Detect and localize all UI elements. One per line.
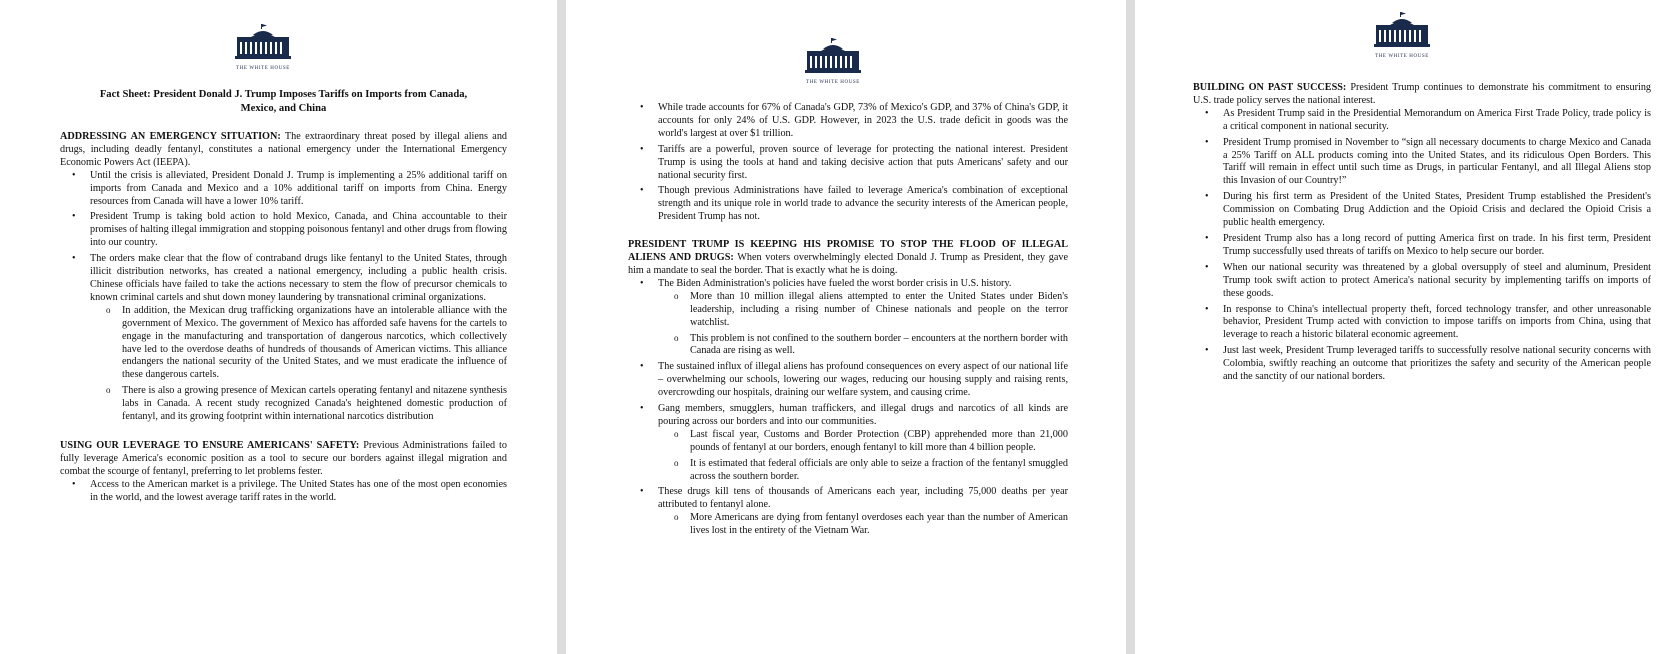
list-item: • The Biden Administration's policies have fueled the worst border crisis in U.S. history.	[628, 278, 1068, 291]
bullet-list	[628, 486, 1068, 512]
section-addressing-emergency	[60, 131, 507, 170]
section-heading: USING OUR LEVERAGE TO ENSURE AMERICANS' SAFETY:	[60, 439, 360, 451]
section-text: The extraordinary threat posed by illegal aliens and drugs, including deadly fentanyl, constitutes a national emergency under the International Emergency Economic Powers Act (IEEPA).	[60, 131, 508, 168]
sub-list-item: o It is estimated that federal officials are only able to seize a fraction of the fentanyl smuggled across the southern border.	[658, 458, 1068, 484]
sub-list-item: o More than 10 million illegal aliens attempted to enter the United States under Biden's leadership, including a rising number of Chinese nationals and people on the terror watchlist.	[658, 291, 1068, 330]
list-item-text: The orders make clear that the flow of contraband drugs like fentanyl to the United States, through illicit distribution networks, has created a national emergency, including a public health crisis. Chinese officials have failed to take the actions necessary to stem the flow of precursor chemicals to known criminal cartels and shut down money laundering by transnational criminal organizations.	[90, 253, 507, 303]
page-gap	[1126, 0, 1135, 654]
list-item	[60, 253, 507, 305]
bullet-list	[628, 278, 1068, 291]
white-house-logo	[804, 36, 862, 90]
list-item: • In response to China's intellectual property theft, forced technology transfer, and other unreasonable behavior, President Trump acted with conviction to impose tariffs on imports from China, using that leverage to reach a historic bilateral economic agreement.	[1193, 304, 1651, 343]
section-heading: ADDRESSING AN EMERGENCY SITUATION:	[60, 131, 281, 142]
bullet-list	[628, 361, 1068, 429]
section-building-success	[1193, 82, 1651, 108]
logo-caption: THE WHITE HOUSE	[806, 80, 860, 85]
sub-bullet-list	[628, 512, 1068, 538]
white-house-logo	[1373, 10, 1431, 64]
bullet-list	[628, 102, 1068, 224]
list-item: • Though previous Administrations have failed to leverage America's combination of exceptional strength and its unique role in world trade to advance the security interests of the American people, President Trump has not.	[628, 185, 1068, 224]
white-house-icon	[1373, 10, 1431, 50]
document-page-2	[566, 0, 1126, 654]
list-item: • While trade accounts for 67% of Canada's GDP, 73% of Mexico's GDP, and 37% of China's GDP, it accounts for only 24% of U.S. GDP. However, in 2023 the U.S. trade deficit in goods was the world's largest at over $1 trillion.	[628, 102, 1068, 141]
list-item: • These drugs kill tens of thousands of Americans each year, including 75,000 deaths per year attributed to fentanyl alone.	[628, 486, 1068, 512]
list-item: • President Trump is taking bold action to hold Mexico, Canada, and China accountable to their promises of halting illegal immigration and stopping poisonous fentanyl and other drugs from flowing into our country.	[60, 211, 507, 250]
list-item: • President Trump also has a long record of putting America first on trade. In his first term, President Trump successfully used threats of tariffs on Mexico to help secure our border.	[1193, 233, 1651, 259]
white-house-icon	[804, 36, 862, 76]
sub-list-item: o More Americans are dying from fentanyl overdoses each year than the number of American lives lost in the entirety of the Vietnam War.	[658, 512, 1068, 538]
list-item: • Tariffs are a powerful, proven source of leverage for protecting the national interest. President Trump is using the tools at hand and taking decisive action that puts Americans' safety and our national security first.	[628, 144, 1068, 183]
document-page-3	[1135, 0, 1673, 654]
list-item: • Access to the American market is a privilege. The United States has one of the most open economies in the world, and the lowest average tariff rates in the world.	[60, 479, 507, 505]
sub-bullet-list	[628, 291, 1068, 359]
bullet-list	[1193, 108, 1651, 384]
bullet-list	[60, 170, 507, 305]
section-heading: PRESIDENT TRUMP IS KEEPING HIS PROMISE TO STOP THE FLOOD OF ILLEGAL ALIENS AND DRUGS:	[628, 239, 1068, 264]
white-house-logo	[234, 22, 292, 76]
logo-caption: THE WHITE HOUSE	[1375, 54, 1429, 59]
document-page-1	[0, 0, 557, 654]
bullet-list	[60, 479, 507, 505]
list-item: • President Trump promised in November to “sign all necessary documents to charge Mexico and Canada a 25% Tariff on ALL products coming into the United States, and its ridiculous Open Borders. This Tariff will remain in effect until such time as Drugs, in particular Fentanyl, and all Illegal Aliens stop this Invasion of our Country!”	[1193, 137, 1651, 189]
section-keeping-promise	[628, 239, 1068, 278]
sub-bullet-list	[60, 305, 507, 424]
sub-list-item: o Last fiscal year, Customs and Border Protection (CBP) apprehended more than 21,000 pounds of fentanyl at our borders, enough fentanyl to kill more than 4 billion people.	[658, 429, 1068, 455]
sub-bullet-list	[628, 429, 1068, 484]
list-item: • The sustained influx of illegal aliens has profound consequences on every aspect of our national life – overwhelming our schools, lowering our wages, reducing our housing supply and raising rents, overcrowding our hospitals, draining our welfare system, and causing crime.	[628, 361, 1068, 400]
section-text: Previous Administrations failed to fully leverage America's economic position as a tool to secure our borders against illegal migration and combat the scourge of fentanyl, preferring to let problems fester.	[60, 439, 507, 477]
sub-list-item: o In addition, the Mexican drug trafficking organizations have an intolerable alliance with the government of Mexico. The government of Mexico has afforded safe havens for the cartels to engage in the manufacturing and transportation of dangerous narcotics, which collectively have led to the overdose deaths of hundreds of thousands of American victims. This alliance endangers the national security of the United States, and we must eradicate the influence of these dangerous cartels.	[90, 305, 507, 382]
logo-caption: THE WHITE HOUSE	[236, 66, 290, 71]
list-item: • Until the crisis is alleviated, President Donald J. Trump is implementing a 25% additional tariff on imports from Canada and Mexico and a 10% additional tariff on imports from China. Energy resources from Canada will have a lower 10% tariff.	[60, 170, 507, 209]
page-title: Fact Sheet: President Donald J. Trump Imposes Tariffs on Imports from Canada, Mexico, and China	[99, 89, 468, 114]
section-heading: BUILDING ON PAST SUCCESS:	[1193, 82, 1347, 93]
sub-list-item: o There is also a growing presence of Mexican cartels operating fentanyl and nitazene synthesis labs in Canada. A recent study recognized Canada's heightened domestic production of fentanyl, and its growing footprint within international narcotics distribution	[90, 385, 507, 424]
list-item: • When our national security was threatened by a global oversupply of steel and aluminum, President Trump took swift action to protect America's national security by implementing tariffs on imports of these goods.	[1193, 262, 1651, 301]
section-text: When voters overwhelmingly elected Donald J. Trump as President, they gave him a mandate to seal the border. That is exactly what he is doing.	[628, 252, 1068, 276]
section-using-leverage	[60, 440, 507, 479]
list-item: • Gang members, smugglers, human traffickers, and illegal drugs and narcotics of all kinds are pouring across our borders and into our communities.	[628, 403, 1068, 429]
section-text: President Trump continues to demonstrate his commitment to ensuring U.S. trade policy serves the national interest.	[1193, 82, 1652, 106]
list-item: • As President Trump said in the Presidential Memorandum on America First Trade Policy, trade policy is a critical component in national security.	[1193, 108, 1651, 134]
sub-list-item: o This problem is not confined to the southern border – encounters at the northern border with Canada are rising as well.	[658, 333, 1068, 359]
page-gap	[557, 0, 566, 654]
white-house-icon	[234, 22, 292, 62]
list-item: • Just last week, President Trump leveraged tariffs to successfully resolve national security concerns with Colombia, swiftly reaching an outcome that prioritizes the safety and security of the American people and the sanctity of our national borders.	[1193, 345, 1651, 384]
list-item: • During his first term as President of the United States, President Trump established the President's Commission on Combating Drug Addiction and the Opioid Crisis and declared the Opioid Crisis a public health emergency.	[1193, 191, 1651, 230]
